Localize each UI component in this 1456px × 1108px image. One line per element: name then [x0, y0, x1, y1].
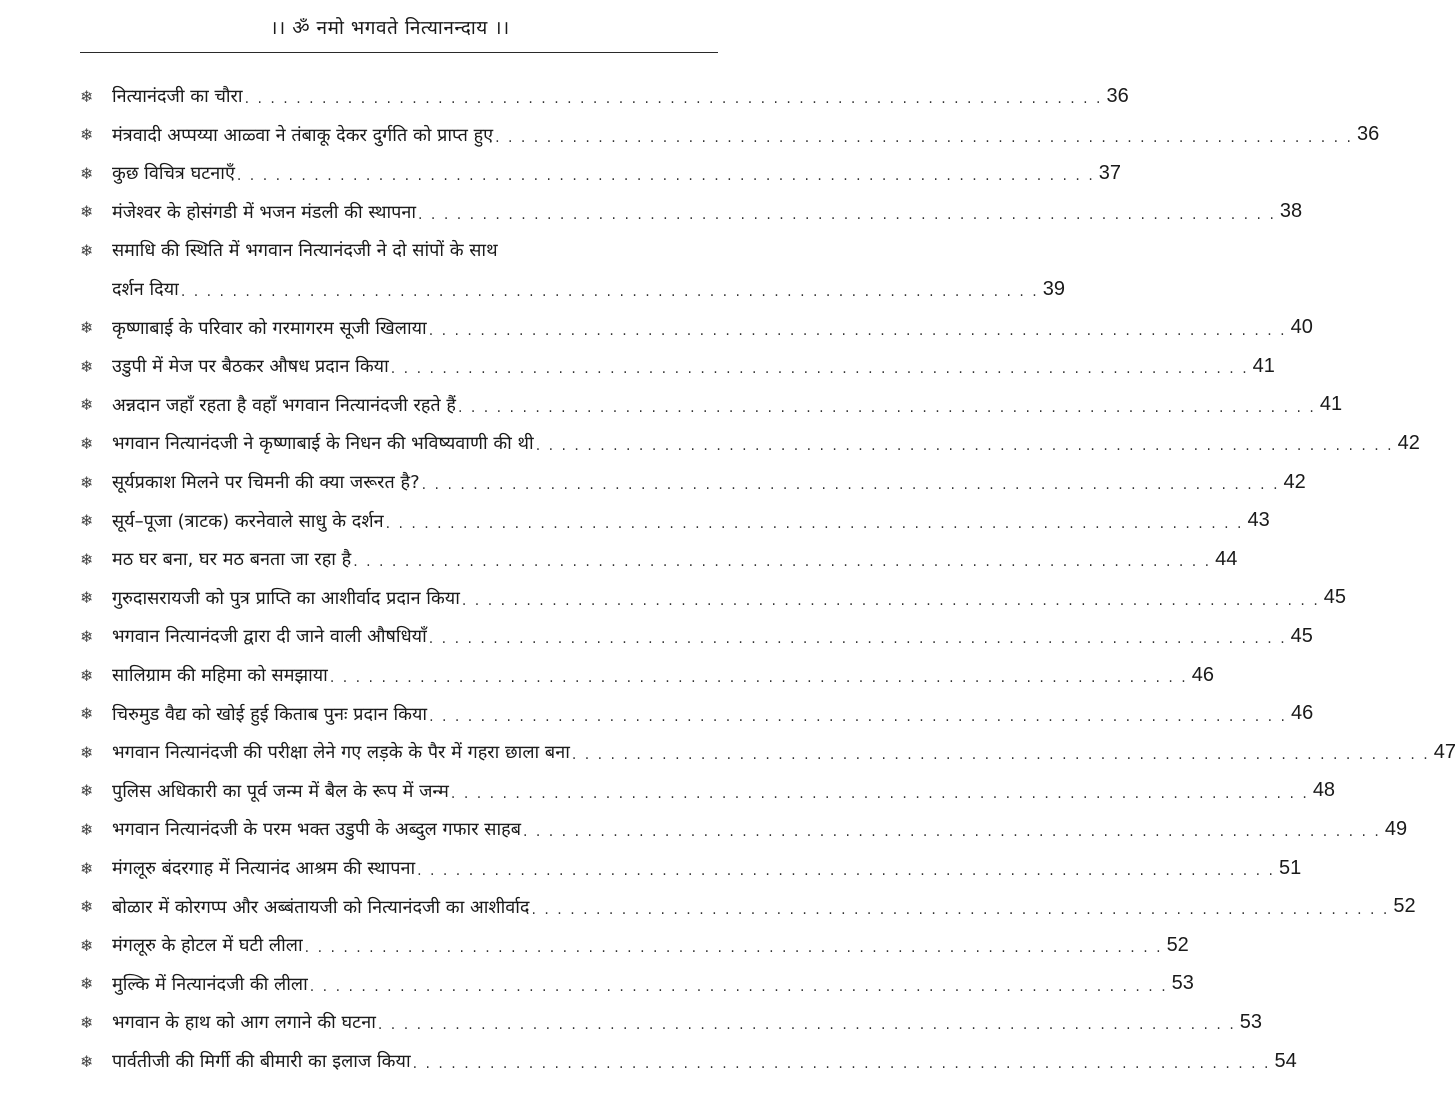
dot-leader: . . . . . . . . . . . . . . . . . . . . . . . . . . . . . . . . . . . . . . . . . . . . . . . . . . . . . . . . . . . . . . . . . . .: [236, 168, 1095, 185]
bullet-icon: ❄: [80, 549, 94, 569]
dot-leader: . . . . . . . . . . . . . . . . . . . . . . . . . . . . . . . . . . . . . . . . . . . . . . . . . . . . . . . . . . . . . . . . . . .: [304, 940, 1163, 957]
bullet-icon: ❄: [80, 1012, 94, 1032]
bullet-icon: ❄: [80, 935, 94, 955]
bullet-icon: ❄: [80, 781, 94, 801]
dot-leader: . . . . . . . . . . . . . . . . . . . . . . . . . . . . . . . . . . . . . . . . . . . . . . . . . . . . . . . . . . . . . . . . . . .: [329, 670, 1188, 686]
toc-entry[interactable]: [80, 736, 1456, 768]
toc-entry[interactable]: [80, 466, 1306, 498]
toc-page-number: 46: [1191, 663, 1214, 686]
bullet-icon: ❄: [80, 163, 94, 183]
toc-entry[interactable]: [80, 852, 1302, 884]
toc-entry-title: पुलिस अधिकारी का पूर्व जन्म में बैल के रूप में जन्म: [112, 780, 449, 802]
toc-page-number: 43: [1247, 509, 1270, 532]
bullet-icon: ❄: [80, 395, 94, 415]
toc-entry-title: गुरुदासरायजी को पुत्र प्राप्ति का आशीर्वाद प्रदान किया: [112, 587, 460, 609]
bullet-icon: ❄: [80, 819, 94, 839]
dot-leader: . . . . . . . . . . . . . . . . . . . . . . . . . . . . . . . . . . . . . . . . . . . . . . . . . . . . . . . . . . . . . . . . . . .: [495, 129, 1353, 146]
toc-entry[interactable]: [80, 698, 1314, 730]
bullet-icon: ❄: [80, 665, 94, 685]
dot-leader: . . . . . . . . . . . . . . . . . . . . . . . . . . . . . . . . . . . . . . . . . . . . . . . . . . . . . . . . . . . . . . . . . . .: [385, 515, 1244, 532]
toc-page-number: 36: [1106, 84, 1129, 107]
toc-page-number: 37: [1098, 161, 1122, 184]
bullet-icon: ❄: [80, 588, 94, 608]
toc-entry[interactable]: [80, 1045, 1297, 1077]
toc-page-number: 36: [1356, 123, 1380, 146]
toc-entry[interactable]: [80, 350, 1275, 382]
toc-entry[interactable]: [80, 389, 1343, 421]
toc-entry-title: भगवान के हाथ को आग लगाने की घटना: [112, 1012, 376, 1034]
toc-page-number: 52: [1393, 895, 1416, 918]
toc-entry[interactable]: [80, 1006, 1263, 1038]
toc-entry[interactable]: [80, 312, 1313, 344]
toc-page-number: 47: [1433, 740, 1456, 763]
dot-leader: . . . . . . . . . . . . . . . . . . . . . . . . . . . . . . . . . . . . . . . . . . . . . . . . . . . . . . . . . . . . . . . . . . .: [428, 631, 1287, 648]
dot-leader: . . . . . . . . . . . . . . . . . . . . . . . . . . . . . . . . . . . . . . . . . . . . . . . . . . . . . . . . . . . . . . . . . . .: [417, 863, 1275, 879]
toc-entry[interactable]: [80, 234, 708, 266]
toc-page-number: 41: [1252, 354, 1275, 377]
toc-page-number: 49: [1384, 817, 1408, 840]
toc-page-number: 41: [1319, 393, 1343, 416]
bullet-icon: ❄: [80, 86, 94, 106]
toc-page-number: 40: [1290, 316, 1313, 339]
toc-entry[interactable]: [80, 196, 1303, 228]
page-header: ।। ॐ नमो भगवते नित्यानन्दाय ।।: [270, 17, 510, 39]
toc-entry[interactable]: [80, 813, 1408, 845]
dot-leader: . . . . . . . . . . . . . . . . . . . . . . . . . . . . . . . . . . . . . . . . . . . . . . . . . . . . . . . . . . . . . . . . . . .: [180, 284, 1039, 300]
dot-leader: . . . . . . . . . . . . . . . . . . . . . . . . . . . . . . . . . . . . . . . . . . . . . . . . . . . . . . . . . . . . . . . . . . .: [244, 91, 1103, 107]
dot-leader: . . . . . . . . . . . . . . . . . . . . . . . . . . . . . . . . . . . . . . . . . . . . . . . . . . . . . . . . . . . . . . . . . . .: [535, 438, 1394, 455]
toc-page-number: 53: [1171, 972, 1194, 995]
dot-leader: . . . . . . . . . . . . . . . . . . . . . . . . . . . . . . . . . . . . . . . . . . . . . . . . . . . . . . . . . . . . . . . . . . .: [571, 747, 1430, 764]
toc-entry[interactable]: [80, 891, 1416, 923]
toc-entry-title-continuation: दर्शन दिया: [112, 279, 179, 300]
bullet-icon: ❄: [80, 240, 94, 260]
toc-entry[interactable]: [80, 968, 1194, 1000]
toc-entry-title: नित्यानंदजी का चौरा: [112, 86, 243, 107]
toc-page-number: 44: [1215, 547, 1238, 570]
bullet-icon: ❄: [80, 742, 94, 762]
bullet-icon: ❄: [80, 472, 94, 492]
toc-page-number: 39: [1042, 277, 1065, 300]
toc-entry-title: चिरुमुड वैद्य को खोई हुई किताब पुनः प्रदान किया: [112, 703, 428, 725]
toc-entry-continuation[interactable]: [112, 273, 1065, 305]
toc-entry-title: उडुपी में मेज पर बैठकर औषध प्रदान किया: [112, 356, 389, 378]
toc-entry-title: पार्वतीजी की मिर्गी की बीमारी का इलाज किया: [112, 1051, 411, 1072]
dot-leader: . . . . . . . . . . . . . . . . . . . . . . . . . . . . . . . . . . . . . . . . . . . . . . . . . . . . . . . . . . . . . . . . . . .: [377, 1017, 1236, 1034]
toc-page-number: 45: [1290, 624, 1313, 647]
dot-leader: . . . . . . . . . . . . . . . . . . . . . . . . . . . . . . . . . . . . . . . . . . . . . . . . . . . . . . . . . . . . . . . . . . .: [421, 477, 1280, 493]
dot-leader: . . . . . . . . . . . . . . . . . . . . . . . . . . . . . . . . . . . . . . . . . . . . . . . . . . . . . . . . . . . . . . . . . . .: [522, 824, 1381, 841]
toc-entry[interactable]: [80, 582, 1347, 614]
bullet-icon: ❄: [80, 897, 94, 917]
bullet-icon: ❄: [80, 125, 94, 145]
toc-entry-title: मंजेश्वर के होसंगडी में भजन मंडली की स्थापना: [112, 201, 417, 223]
toc-entry-title: भगवान नित्यानंदजी के परम भक्त उडुपी के अब्दुल गफार साहब: [112, 819, 521, 841]
dot-leader: . . . . . . . . . . . . . . . . . . . . . . . . . . . . . . . . . . . . . . . . . . . . . . . . . . . . . . . . . . . . . . . . . . .: [429, 708, 1287, 725]
bullet-icon: ❄: [80, 858, 94, 878]
toc-entry-title: मुल्कि में नित्यानंदजी की लीला: [112, 973, 308, 995]
toc-entry-title: सूर्यप्रकाश मिलने पर चिमनी की क्या जरूरत है?: [112, 472, 420, 493]
dot-leader: . . . . . . . . . . . . . . . . . . . . . . . . . . . . . . . . . . . . . . . . . . . . . . . . . . . . . . . . . . . . . . . . . . .: [450, 785, 1309, 802]
toc-entry[interactable]: [80, 620, 1313, 652]
toc-page-number: 38: [1279, 200, 1303, 223]
toc-entry-title: मठ घर बना, घर मठ बनता जा रहा है: [112, 549, 352, 571]
bullet-icon: ❄: [80, 704, 94, 724]
toc-entry[interactable]: [80, 543, 1238, 575]
toc-entry-title: समाधि की स्थिति में भगवान नित्यानंदजी ने दो सांपों के साथ: [112, 240, 498, 262]
toc-page-number: 42: [1283, 470, 1306, 493]
toc-entry[interactable]: [80, 157, 1122, 189]
toc-entry[interactable]: [80, 505, 1270, 537]
bullet-icon: ❄: [80, 626, 94, 646]
header-divider: [80, 52, 718, 53]
dot-leader: . . . . . . . . . . . . . . . . . . . . . . . . . . . . . . . . . . . . . . . . . . . . . . . . . . . . . . . . . . . . . . . . . . .: [412, 1056, 1271, 1072]
bullet-icon: ❄: [80, 974, 94, 994]
toc-entry-title: भगवान नित्यानंदजी ने कृष्णाबाई के निधन की भविष्यवाणी की थी: [112, 433, 534, 455]
toc-entry[interactable]: [80, 659, 1214, 691]
bullet-icon: ❄: [80, 1051, 94, 1071]
toc-page-number: 45: [1323, 586, 1347, 609]
bullet-icon: ❄: [80, 356, 94, 376]
dot-leader: . . . . . . . . . . . . . . . . . . . . . . . . . . . . . . . . . . . . . . . . . . . . . . . . . . . . . . . . . . . . . . . . . . .: [418, 206, 1276, 223]
toc-entry[interactable]: [80, 929, 1189, 961]
toc-entry[interactable]: [80, 119, 1380, 151]
toc-entry-title: मंगलूरु बंदरगाह में नित्यानंद आश्रम की स्थापना: [112, 858, 416, 879]
toc-page-number: 52: [1166, 933, 1189, 956]
toc-entry-title: भगवान नित्यानंदजी की परीक्षा लेने गए लड़के के पैर में गहरा छाला बना: [112, 742, 570, 764]
toc-entry-title: कुछ विचित्र घटनाएँ: [112, 163, 235, 185]
dot-leader: . . . . . . . . . . . . . . . . . . . . . . . . . . . . . . . . . . . . . . . . . . . . . . . . . . . . . . . . . . . . . . . . . . .: [531, 901, 1390, 918]
bullet-icon: ❄: [80, 433, 94, 453]
toc-entry-title: भगवान नित्यानंदजी द्वारा दी जाने वाली औषधियाँ: [112, 626, 427, 648]
toc-entry[interactable]: [80, 775, 1336, 807]
dot-leader: . . . . . . . . . . . . . . . . . . . . . . . . . . . . . . . . . . . . . . . . . . . . . . . . . . . . . . . . . . . . . . . . . . .: [457, 399, 1316, 416]
toc-entry-title: बोळार में कोरगप्प और अब्बंतायजी को नित्यानंदजी का आशीर्वाद: [112, 896, 530, 918]
bullet-icon: ❄: [80, 511, 94, 531]
toc-entry[interactable]: [80, 427, 1420, 459]
toc-page-number: 46: [1290, 702, 1314, 725]
bullet-icon: ❄: [80, 318, 94, 338]
toc-page-number: 53: [1239, 1010, 1263, 1033]
dot-leader: . . . . . . . . . . . . . . . . . . . . . . . . . . . . . . . . . . . . . . . . . . . . . . . . . . . . . . . . . . . . . . . . . . .: [353, 554, 1212, 571]
toc-page-number: 54: [1274, 1049, 1297, 1072]
toc-entry-title: सूर्य–पूजा (त्राटक) करनेवाले साधु के दर्शन: [112, 510, 384, 532]
dot-leader: . . . . . . . . . . . . . . . . . . . . . . . . . . . . . . . . . . . . . . . . . . . . . . . . . . . . . . . . . . . . . . . . . . .: [428, 322, 1287, 339]
bullet-icon: ❄: [80, 202, 94, 222]
toc-page-number: 48: [1312, 779, 1336, 802]
dot-leader: . . . . . . . . . . . . . . . . . . . . . . . . . . . . . . . . . . . . . . . . . . . . . . . . . . . . . . . . . . . . . . . . . . .: [390, 361, 1249, 378]
toc-entry-title: अन्नदान जहाँ रहता है वहाँ भगवान नित्यानंदजी रहते हैं: [112, 394, 456, 416]
toc-entry-title: सालिग्राम की महिमा को समझाया: [112, 665, 328, 686]
dot-leader: . . . . . . . . . . . . . . . . . . . . . . . . . . . . . . . . . . . . . . . . . . . . . . . . . . . . . . . . . . . . . . . . . . .: [309, 978, 1168, 995]
dot-leader: . . . . . . . . . . . . . . . . . . . . . . . . . . . . . . . . . . . . . . . . . . . . . . . . . . . . . . . . . . . . . . . . . . .: [461, 592, 1320, 609]
toc-entry[interactable]: [80, 80, 1129, 112]
toc-entry-title: मंत्रवादी अप्पय्या आळ्वा ने तंबाकू देकर दुर्गति को प्राप्त हुए: [112, 124, 494, 146]
toc-entry-title: कृष्णाबाई के परिवार को गरमागरम सूजी खिलाया: [112, 317, 427, 339]
toc-page-number: 51: [1279, 856, 1302, 879]
toc-entry-title: मंगलूरु के होटल में घटी लीला: [112, 935, 303, 957]
toc-page-number: 42: [1397, 431, 1420, 454]
